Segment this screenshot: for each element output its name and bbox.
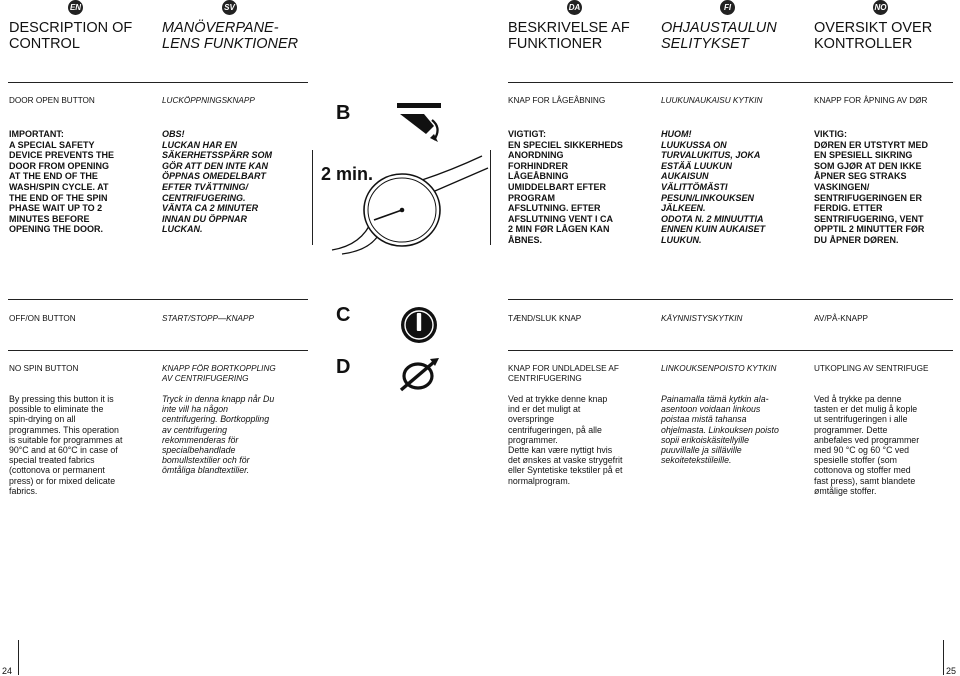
label-d-no: UTKOPLING AV SENTRIFUGE	[814, 364, 929, 373]
text-d-en: By pressing this button it is possible to eliminate the spin-drying on all programmes. This operation is suitable for programmes at 90°C and at 60°C in case of special treated fabrics (cottonova or permanent press) or for mixed delicate fabrics.	[9, 394, 123, 496]
section-letter-b: B	[336, 102, 351, 124]
label-c-sv: START/STOPP—KNAPP	[162, 314, 254, 323]
lang-badge-en: EN	[68, 0, 83, 15]
text-d-no: Ved å trykke pa denne tasten er det mulig å kople ut sentrifugeringen i alle programmer. Dette anbefales ved programmer med 90 °C og 60 °C ved spesielle stoffer (som cottonova og stoffer med fast press), samt blandete ømtålige stoffer.	[814, 394, 920, 496]
section-letter-d: D	[336, 356, 351, 378]
label-d-fi: LINKOUKSENPOISTO KYTKIN	[661, 364, 777, 373]
no-spin-icon	[396, 356, 442, 396]
label-b-fi: LUUKUNAUKAISU KYTKIN	[661, 96, 763, 105]
label-b-en: DOOR OPEN BUTTON	[9, 96, 95, 105]
label-b-da: KNAP FOR LÅGEÅBNING	[508, 96, 606, 105]
warning-b-no: VIKTIG: DØREN ER UTSTYRT MED EN SPESIELL SIKRING SOM GJØR AT DEN IKKE ÅPNER SEG STRAKS VASKINGEN/ SENTRIFUGERINGEN ER FERDIG. ETTER SENTRIFUGERING, VENT OPPTIL 2 MINUTTER FØR DU ÅPNER DØREN.	[814, 129, 929, 245]
label-c-fi: KÄYNNISTYSKYTKIN	[661, 314, 743, 323]
title-da: BESKRIVELSE AF FUNKTIONER	[508, 20, 630, 52]
right-page-edge	[943, 640, 944, 675]
lang-badge-fi: FI	[720, 0, 735, 15]
warning-b-fi: HUOM! LUUKUSSA ON TURVALUKITUS, JOKA ESTÄÄ LUUKUN AUKAISUN VÄLITTÖMÄSTI PESUN/LINKOUKSEN JÄLKEEN. ODOTA N. 2 MINUUTTIA ENNEN KUIN AUKAISET LUUKUN.	[661, 129, 766, 245]
title-en: DESCRIPTION OF CONTROL	[9, 20, 133, 52]
page-number-left: 24	[2, 666, 13, 676]
lang-badge-sv: SV	[222, 0, 237, 15]
title-sv: MANÖVERPANE- LENS FUNKTIONER	[162, 20, 299, 52]
lang-badge-no: NO	[873, 0, 888, 15]
label-c-da: TÆND/SLUK KNAP	[508, 314, 582, 323]
text-d-da: Ved at trykke denne knap ind er det muligt at overspringe centrifugeringen, på alle programmer. Dette kan være nyttigt hvis det ønskes at vaske strygefrit eller Syntetiske tekstiler på et normalprogram.	[508, 394, 623, 486]
text-d-sv: Tryck in denna knapp når Du inte vill ha någon centrifugering. Bortkoppling av centrifugering rekommenderas för specialbehandlade bomullstextilier och för ömtåliga blandtextilier.	[162, 394, 275, 476]
watch-icon	[312, 150, 492, 260]
rule-d-right	[508, 350, 953, 351]
label-c-no: AV/PÅ-KNAPP	[814, 314, 868, 323]
text-d-fi: Painamalla tämä kytkin ala- asentoon voidaan linkous poistaa mistä tahansa ohjelmasta. Linkouksen poisto sopii erikoiskäsitellyille puuvillalle ja silläville sekoitetekstiileille.	[661, 394, 779, 466]
power-button-icon	[398, 304, 440, 346]
door-open-icon	[394, 100, 446, 148]
warning-b-sv: OBS! LUCKAN HAR EN SÄKERHETSSPÄRR SOM GÖR ATT DEN INTE KAN ÖPPNAS OMEDELBART EFTER TVÄTTNING/ CENTRIFUGERING. VÄNTA CA 2 MINUTER INNAN DU ÖPPNAR LUCKAN.	[162, 129, 273, 235]
warning-b-en: IMPORTANT: A SPECIAL SAFETY DEVICE PREVENTS THE DOOR FROM OPENING AT THE END OF THE WASH/SPIN CYCLE. AT THE END OF THE SPIN PHASE WAIT UP TO 2 MINUTES BEFORE OPENING THE DOOR.	[9, 129, 115, 235]
left-page-edge	[18, 640, 19, 675]
rule-c-right	[508, 299, 953, 300]
label-b-no: KNAPP FOR ÅPNING AV DØR	[814, 96, 928, 105]
page-number-right: 25	[946, 666, 957, 676]
label-d-sv: KNAPP FÖR BORTKOPPLING AV CENTRIFUGERING	[162, 364, 276, 383]
section-letter-c: C	[336, 304, 351, 326]
title-no: OVERSIKT OVER KONTROLLER	[814, 20, 933, 52]
rule-d-left	[8, 350, 308, 351]
label-c-en: OFF/ON BUTTON	[9, 314, 76, 323]
rule-b-left	[8, 82, 308, 83]
timer-text: 2 min.	[321, 164, 374, 184]
lang-badge-da: DA	[567, 0, 582, 15]
label-d-en: NO SPIN BUTTON	[9, 364, 79, 373]
label-d-da: KNAP FOR UNDLADELSE AF CENTRIFUGERING	[508, 364, 619, 383]
title-fi: OHJAUSTAULUN SELITYKSET	[661, 20, 777, 52]
rule-c-left	[8, 299, 308, 300]
warning-b-da: VIGTIGT: EN SPECIEL SIKKERHEDS ANORDNING FORHINDRER LÅGEÅBNING UMIDDELBART EFTER PROGRAM AFSLUTNING. EFTER AFSLUTNING VENT I CA 2 MIN FØR LÅGEN KAN ÅBNES.	[508, 129, 623, 245]
rule-b-right	[508, 82, 953, 83]
label-b-sv: LUCKÖPPNINGSKNAPP	[162, 96, 255, 105]
